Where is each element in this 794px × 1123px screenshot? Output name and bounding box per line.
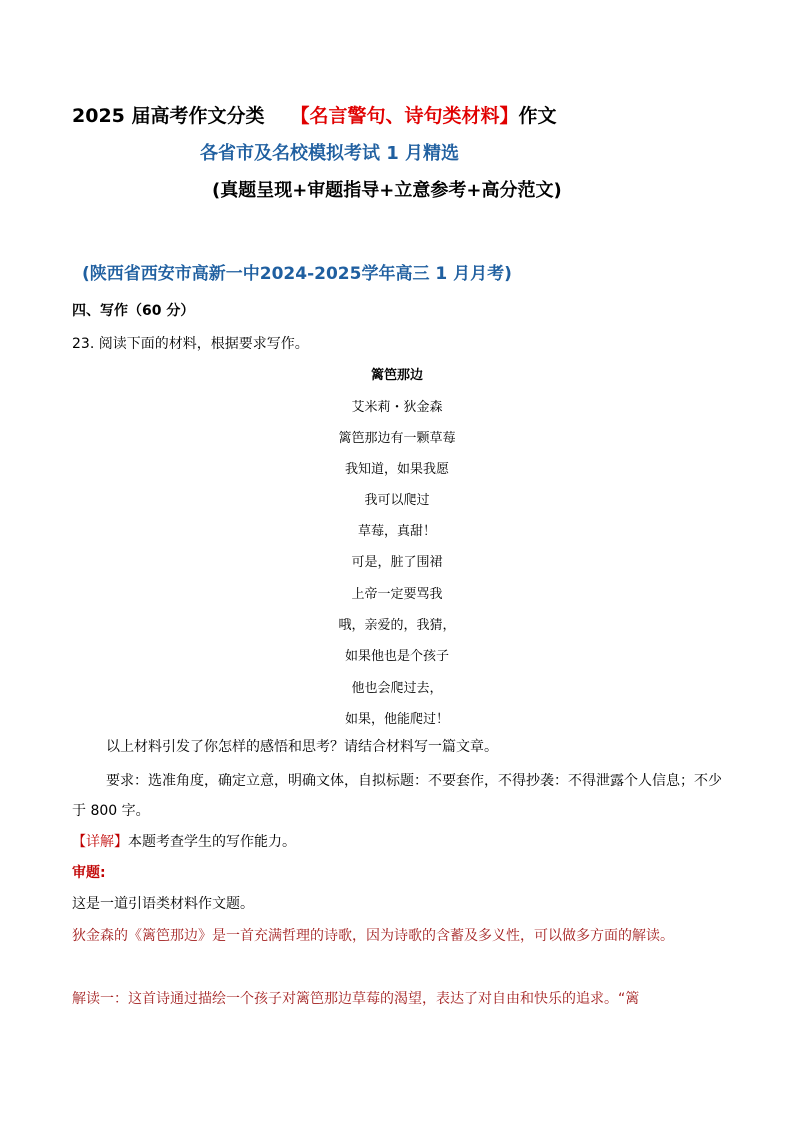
detail-line [72,831,296,851]
poem-line: 草莓，真甜！ [357,524,436,539]
subtitle: 各省市及名校模拟考试 1 月精选 [200,143,460,164]
poem-title: 篱笆那边 [370,368,423,383]
poem-line: 哦，亲爱的，我猜， [338,618,456,633]
poem-line: 如果，他能爬过！ [344,712,449,727]
poem-line: 如果他也是个孩子 [344,649,449,664]
poem-line: 我知道，如果我愿 [344,462,449,477]
subtitle-structure: (真题呈现+审题指导+立意参考+高分范文) [212,180,562,201]
exam-source: (陕西省西安市高新一中2024-2025学年高三 1 月月考) [82,264,512,284]
question-text: 23. 阅读下面的材料，根据要求写作。 [72,336,309,352]
poem-line: 篱笆那边有一颗草莓 [338,431,456,446]
review-paragraph: 狄金森的《篱笆那边》是一首充满哲理的诗歌，因为诗歌的含蓄及多义性，可以做多方面的解读。 [72,928,674,944]
review-label: 审题: [72,865,106,881]
poem-line: 上帝一定要骂我 [351,587,443,602]
interpretation-line: 解读一：这首诗通过描绘一个孩子对篱笆那边草莓的渴望，表达了对自由和快乐的追求。“篱 [72,991,640,1007]
poem-line: 他也会爬过去， [351,681,443,696]
section-heading: 四、写作（60 分） [72,303,195,319]
requirements-text: 要求：选准角度，确定立意，明确文体，自拟标题：不要套作，不得抄袭：不得泄露个人信息；不少于 800 字。 [72,773,722,819]
poem-line: 可是，脏了围裙 [351,555,443,570]
poem-line: 艾米莉・狄金森 [351,400,443,415]
poem-line: 我可以爬过 [364,493,430,508]
detail-text: 本题考查学生的写作能力。 [128,834,296,850]
title-suffix: 作文 [518,105,557,127]
title-main: 2025 届高考作文分类 [72,105,265,127]
review-line: 这是一道引语类材料作文题。 [72,896,254,912]
prompt-text: 以上材料引发了你怎样的感悟和思考？请结合材料写一篇文章。 [106,739,498,755]
document-title [72,101,557,128]
title-tag: 【名言警句、诗句类材料】 [290,105,519,127]
detail-label: 【详解】 [72,834,128,850]
